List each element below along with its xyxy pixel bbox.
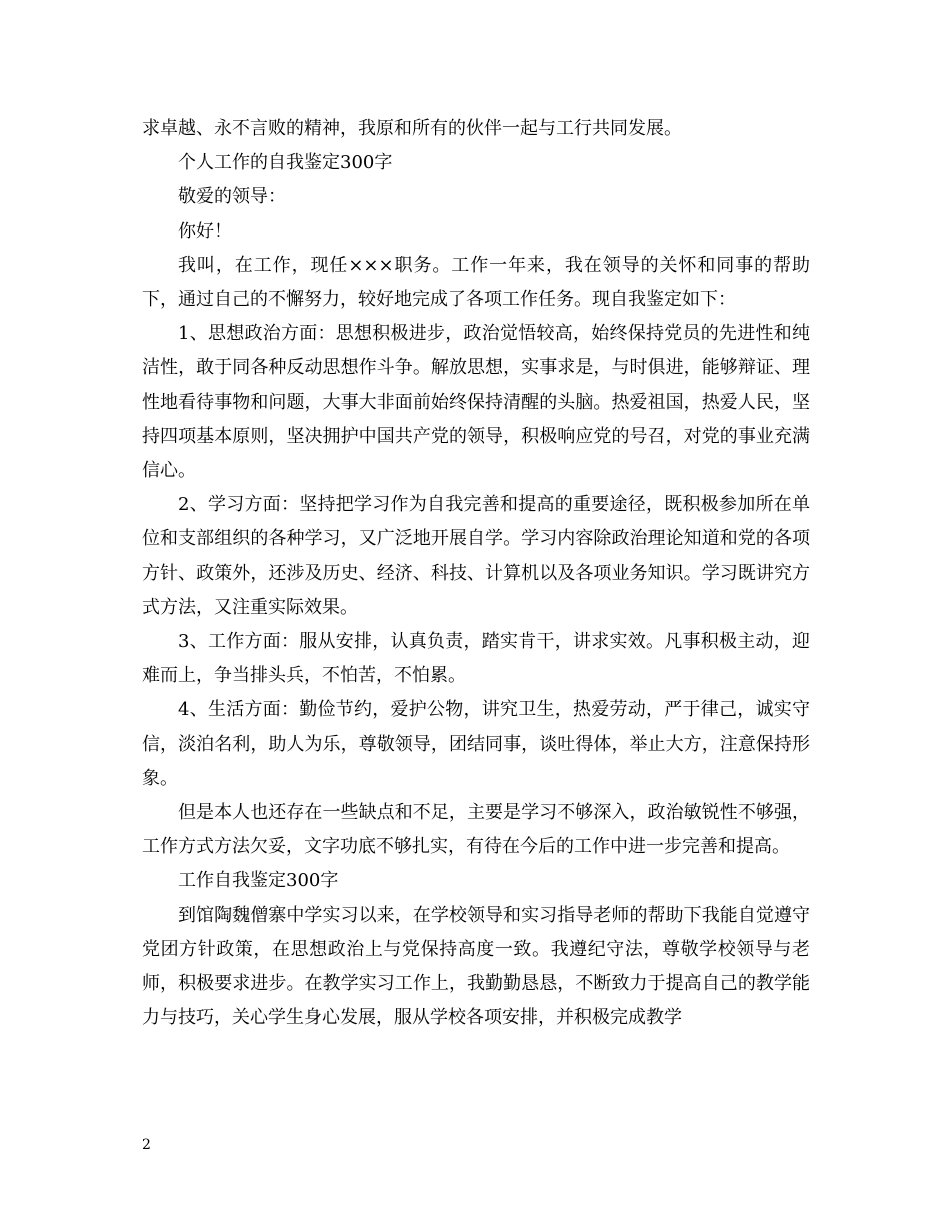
paragraph-life: 4、生活方面：勤俭节约，爱护公物，讲究卫生，热爱劳动，严于律己，诚实守信，淡泊名利，助人为乐，尊敬领导，团结同事，谈吐得体，举止大方，注意保持形象。	[142, 699, 810, 789]
paragraph-intro: 我叫，在工作，现任×××职务。工作一年来，我在领导的关怀和同事的帮助下，通过自己的不懈努力，较好地完成了各项工作任务。现自我鉴定如下：	[142, 254, 810, 311]
paragraph-shortcomings: 但是本人也还存在一些缺点和不足，主要是学习不够深入，政治敏锐性不够强，工作方式方法欠妥，文字功底不够扎实，有待在今后的工作中进一步完善和提高。	[142, 802, 810, 858]
paragraph-internship: 到馆陶魏僧寨中学实习以来，在学校领导和实习指导老师的帮助下我能自觉遵守党团方针政策，在思想政治上与党保持高度一致。我遵纪守法，尊敬学校领导与老师，积极要求进步。在教学实习工作上，我勤勤恳恳，不断致力于提高自己的教学能力与技巧，关心学生身心发展，服从学校各项安排，并积极完成教学	[142, 904, 810, 1029]
section-heading-personal-appraisal: 个人工作的自我鉴定300字	[178, 152, 393, 174]
paragraph-political: 1、思想政治方面：思想积极进步，政治觉悟较高，始终保持党员的先进性和纯洁性，敢于同各种反动思想作斗争。解放思想，实事求是，与时俱进，能够辩证、理性地看待事物和问题，大事大非面前始终保持清醒的头脑。热爱祖国，热爱人民，坚持四项基本原则，坚决拥护中国共产党的领导，积极响应党的号召，对党的事业充满信心。	[142, 323, 810, 482]
paragraph-continuation: 求卓越、永不言败的精神，我原和所有的伙伴一起与工行共同发展。	[142, 118, 682, 139]
paragraph-work: 3、工作方面：服从安排，认真负责，踏实肯干，讲求实效。凡事积极主动，迎难而上，争当排头兵，不怕苦，不怕累。	[142, 631, 810, 687]
paragraph-study: 2、学习方面：坚持把学习作为自我完善和提高的重要途径，既积极参加所在单位和支部组织的各种学习，又广泛地开展自学。学习内容除政治理论知道和党的各项方针、政策外，还涉及历史、经济、科技、计算机以及各项业务知识。学习既讲究方式方法，又注重实际效果。	[142, 494, 810, 618]
page-number: 2	[142, 1137, 151, 1153]
salutation: 敬爱的领导：	[178, 186, 286, 208]
body-text	[142, 112, 810, 1035]
section-heading-work-appraisal: 工作自我鉴定300字	[178, 870, 339, 892]
greeting: 你好！	[178, 220, 232, 242]
